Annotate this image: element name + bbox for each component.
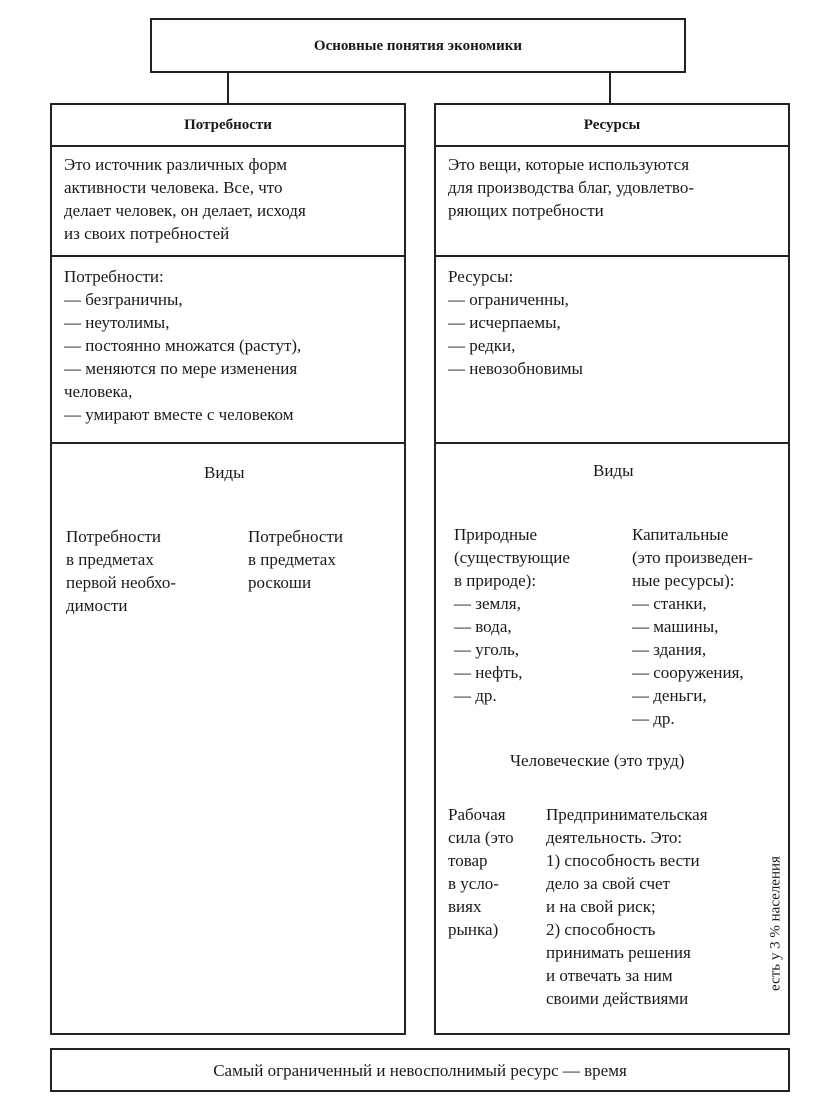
text-line: Предпринимательская (546, 805, 708, 824)
text-line: (существующие (454, 548, 570, 567)
natural-resources (454, 523, 570, 707)
text-line: рынка) (448, 920, 499, 939)
needs-kind-basic (66, 525, 176, 617)
prop-item: — ограниченны, (448, 290, 569, 309)
divider (52, 442, 404, 444)
text-line: первой необхо- (66, 573, 177, 592)
text-line: роскоши (248, 573, 312, 592)
text-line: — машины, (632, 617, 719, 636)
props-title: Потребности: (64, 267, 164, 286)
text-line: ные ресурсы): (632, 571, 735, 590)
needs-heading: Потребности (184, 117, 272, 133)
text-line: — вода, (454, 617, 512, 636)
text-line: Природные (454, 525, 538, 544)
divider (52, 255, 404, 257)
prop-item: — постоянно множатся (растут), (64, 336, 302, 355)
capital-resources (632, 523, 753, 730)
text-line: Рабочая (448, 805, 506, 824)
prop-item: — редки, (448, 336, 516, 355)
resources-definition (448, 153, 694, 222)
resources-properties (448, 265, 583, 380)
text-line: для производства благ, удовлетво- (448, 178, 694, 197)
text-line: в природе): (454, 571, 537, 590)
resources-kinds-label: Виды (593, 461, 634, 480)
text-line: своими действиями (546, 989, 689, 1008)
text-line: — сооружения, (632, 663, 744, 682)
text-line: Потребности (66, 527, 161, 546)
text-line: — деньги, (632, 686, 707, 705)
text-line: виях (448, 897, 482, 916)
resources-column (434, 103, 790, 1035)
text-line: деятельность. Это: (546, 828, 683, 847)
text-line: в предметах (248, 550, 336, 569)
divider (436, 145, 788, 147)
divider (52, 145, 404, 147)
needs-definition (64, 153, 306, 245)
divider (436, 255, 788, 257)
text-line: принимать решения (546, 943, 691, 962)
text-line: Потребности (248, 527, 343, 546)
page-title: Основные понятия экономики (313, 38, 523, 54)
needs-column (50, 103, 406, 1035)
text-line: 1) способность вести (546, 851, 700, 870)
prop-item: — умирают вместе с человеком (64, 405, 294, 424)
text-line: — станки, (632, 594, 707, 613)
divider (436, 442, 788, 444)
prop-item: — исчерпаемы, (448, 313, 561, 332)
prop-item: — безграничны, (64, 290, 183, 309)
entrepreneurship (546, 803, 708, 1010)
text-line: из своих потребностей (64, 224, 230, 243)
text-line: Капитальные (632, 525, 729, 544)
prop-item: — меняются по мере изменения (64, 359, 298, 378)
text-line: в усло- (448, 874, 499, 893)
needs-kinds-label: Виды (204, 463, 245, 482)
text-line: ряющих потребности (448, 201, 604, 220)
text-line: 2) способность (546, 920, 656, 939)
text-line: и отвечать за ним (546, 966, 673, 985)
prop-item: — неутолимы, (64, 313, 170, 332)
footer-box (50, 1048, 790, 1092)
text-line: сила (это (448, 828, 514, 847)
text-line: делает человек, он делает, исходя (64, 201, 306, 220)
brace-note: есть у 3 % населения (767, 856, 784, 991)
prop-item: человека, (64, 382, 133, 401)
text-line: Это источник различных форм (64, 155, 288, 174)
prop-item: — невозобновимы (448, 359, 583, 378)
text-line: и на свой риск; (546, 897, 656, 916)
resources-heading: Ресурсы (583, 117, 641, 133)
labor-force (448, 803, 514, 941)
text-line: — здания, (632, 640, 707, 659)
text-line: димости (66, 596, 128, 615)
text-line: — др. (454, 686, 497, 705)
text-line: в предметах (66, 550, 154, 569)
title-box (150, 18, 686, 73)
text-line: Это вещи, которые используются (448, 155, 690, 174)
needs-properties (64, 265, 301, 426)
text-line: — уголь, (454, 640, 520, 659)
text-line: — др. (632, 709, 675, 728)
text-line: товар (448, 851, 488, 870)
text-line: — земля, (454, 594, 521, 613)
human-resources-label: Человеческие (это труд) (510, 751, 685, 770)
text-line: (это произведен- (632, 548, 754, 567)
needs-kind-luxury (248, 525, 343, 594)
text-line: — нефть, (454, 663, 523, 682)
props-title: Ресурсы: (448, 267, 514, 286)
text-line: дело за свой счет (546, 874, 670, 893)
footer-text: Самый ограниченный и невосполнимый ресурс — время (213, 1061, 627, 1080)
text-line: активности человека. Все, что (64, 178, 283, 197)
